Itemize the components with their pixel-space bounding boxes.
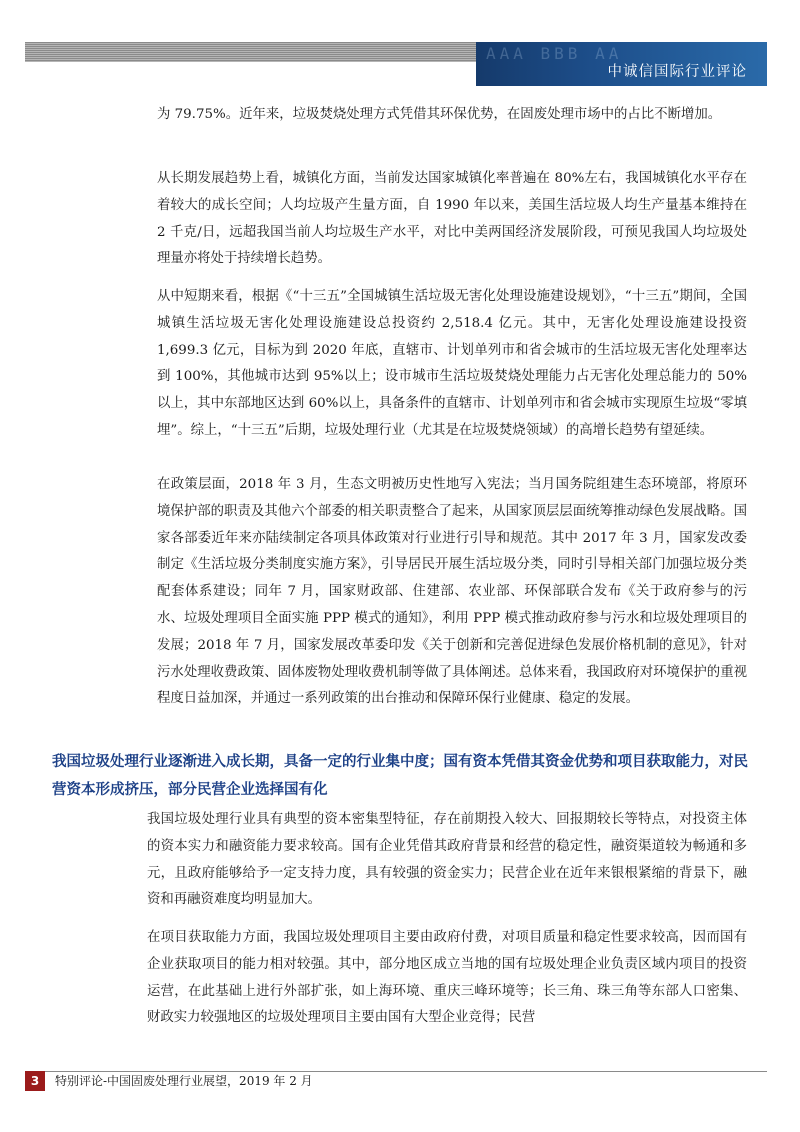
body-paragraph-4: 在政策层面，2018 年 3 月，生态文明被历史性地写入宪法；当月国务院组建生态环境部，将原环境保护部的职责及其他六个部委的相关职责整合了起来，从国家顶层层面统筹推动绿色发展战略。国家各部委近年来亦陆续制定各项具体政策对行业进行引导和规范。其中 2017 年 3 月，国家发改委制定《生活垃圾分类制度实施方案》，引导居民开展生活垃圾分类，同时引导相关部门加强垃圾分类配套体系建设；同年 7 月，国家财政部、住建部、农业部、环保部联合发布《关于政府参与的污水、垃圾处理项目全面实施 PPP 模式的通知》，利用 PPP 模式推动政府参与污水和垃圾处理项目的发展；2018 年 7 月，国家发展改革委印发《关于创新和完善促进绿色发展价格机制的意见》，针对污水处理收费政策、固体废物处理收费机制等做了具体阐述。总体来看，我国政府对环境保护的重视程度日益加深，并通过一系列政策的出台推动和保障环保行业健康、稳定的发展。 (157, 477, 747, 707)
section-paragraph-2: 在项目获取能力方面，我国垃圾处理项目主要由政府付费，对项目质量和稳定性要求较高，因而国有企业获取项目的能力相对较强。其中，部分地区成立当地的国有垃圾处理企业负责区域内项目的投资运营，在此基础上进行外部扩张，如上海环境、重庆三峰环境等；长三角、珠三角等东部人口密集、财政实力较强地区的垃圾处理项目主要由国有大型企业竞得；民营 (147, 930, 747, 1026)
footer-caption: 特别评论-中国固废处理行业展望，2019 年 2 月 (55, 1074, 313, 1088)
body-paragraph-2: 从长期发展趋势上看，城镇化方面，当前发达国家城镇化率普遍在 80%左右，我国城镇化水平存在着较大的成长空间；人均垃圾产生量方面，自 1990 年以来，美国生活垃圾人均生产量基本维持在 2 千克/日，远超我国当前人均垃圾生产水平，对比中美两国经济发展阶段，可预见我国人均垃圾处理量亦将处于持续增长趋势。 (157, 171, 747, 267)
section-paragraph-1: 我国垃圾处理行业具有典型的资本密集型特征，存在前期投入较大、回报期较长等特点，对投资主体的资本实力和融资能力要求较高。国有企业凭借其政府背景和经营的稳定性，融资渠道较为畅通和多元，且政府能够给予一定支持力度，具有较强的资金实力；民营企业在近年来银根紧缩的背景下，融资和再融资难度均明显加大。 (147, 812, 747, 908)
body-paragraph-3: 从中短期来看，根据《“十三五”全国城镇生活垃圾无害化处理设施建设规划》，“十三五”期间，全国城镇生活垃圾无害化处理设施建设总投资约 2,518.4 亿元。其中，无害化处理设施建设投资 1,699.3 亿元，目标为到 2020 年底，直辖市、计划单列市和省会城市的生活垃圾无害化处理率达到 100%，其他城市达到 95%以上；设市城市生活垃圾焚烧处理能力占无害化处理总能力的 50%以上，其中东部地区达到 60%以上，具备条件的直辖市、计划单列市和省会城市实现原生垃圾“零填埋”。综上，“十三五”后期，垃圾处理行业（尤其是在垃圾焚烧领域）的高增长趋势有望延续。 (157, 289, 747, 438)
section-heading: 我国垃圾处理行业逐渐进入成长期，具备一定的行业集中度；国有资本凭借其资金优势和项目获取能力，对民营资本形成挤压，部分民营企业选择国有化 (52, 754, 748, 798)
body-paragraph-1: 为 79.75%。近年来，垃圾焚烧处理方式凭借其环保优势，在固废处理市场中的占比不断增加。 (157, 107, 722, 122)
page-number: 3 (25, 1071, 45, 1091)
header-brand-banner (476, 42, 767, 86)
footer-divider (25, 1071, 767, 1072)
brand-title: 中诚信国际行业评论 (607, 64, 747, 80)
banner-decoration: AAA BBB AA (486, 44, 623, 63)
